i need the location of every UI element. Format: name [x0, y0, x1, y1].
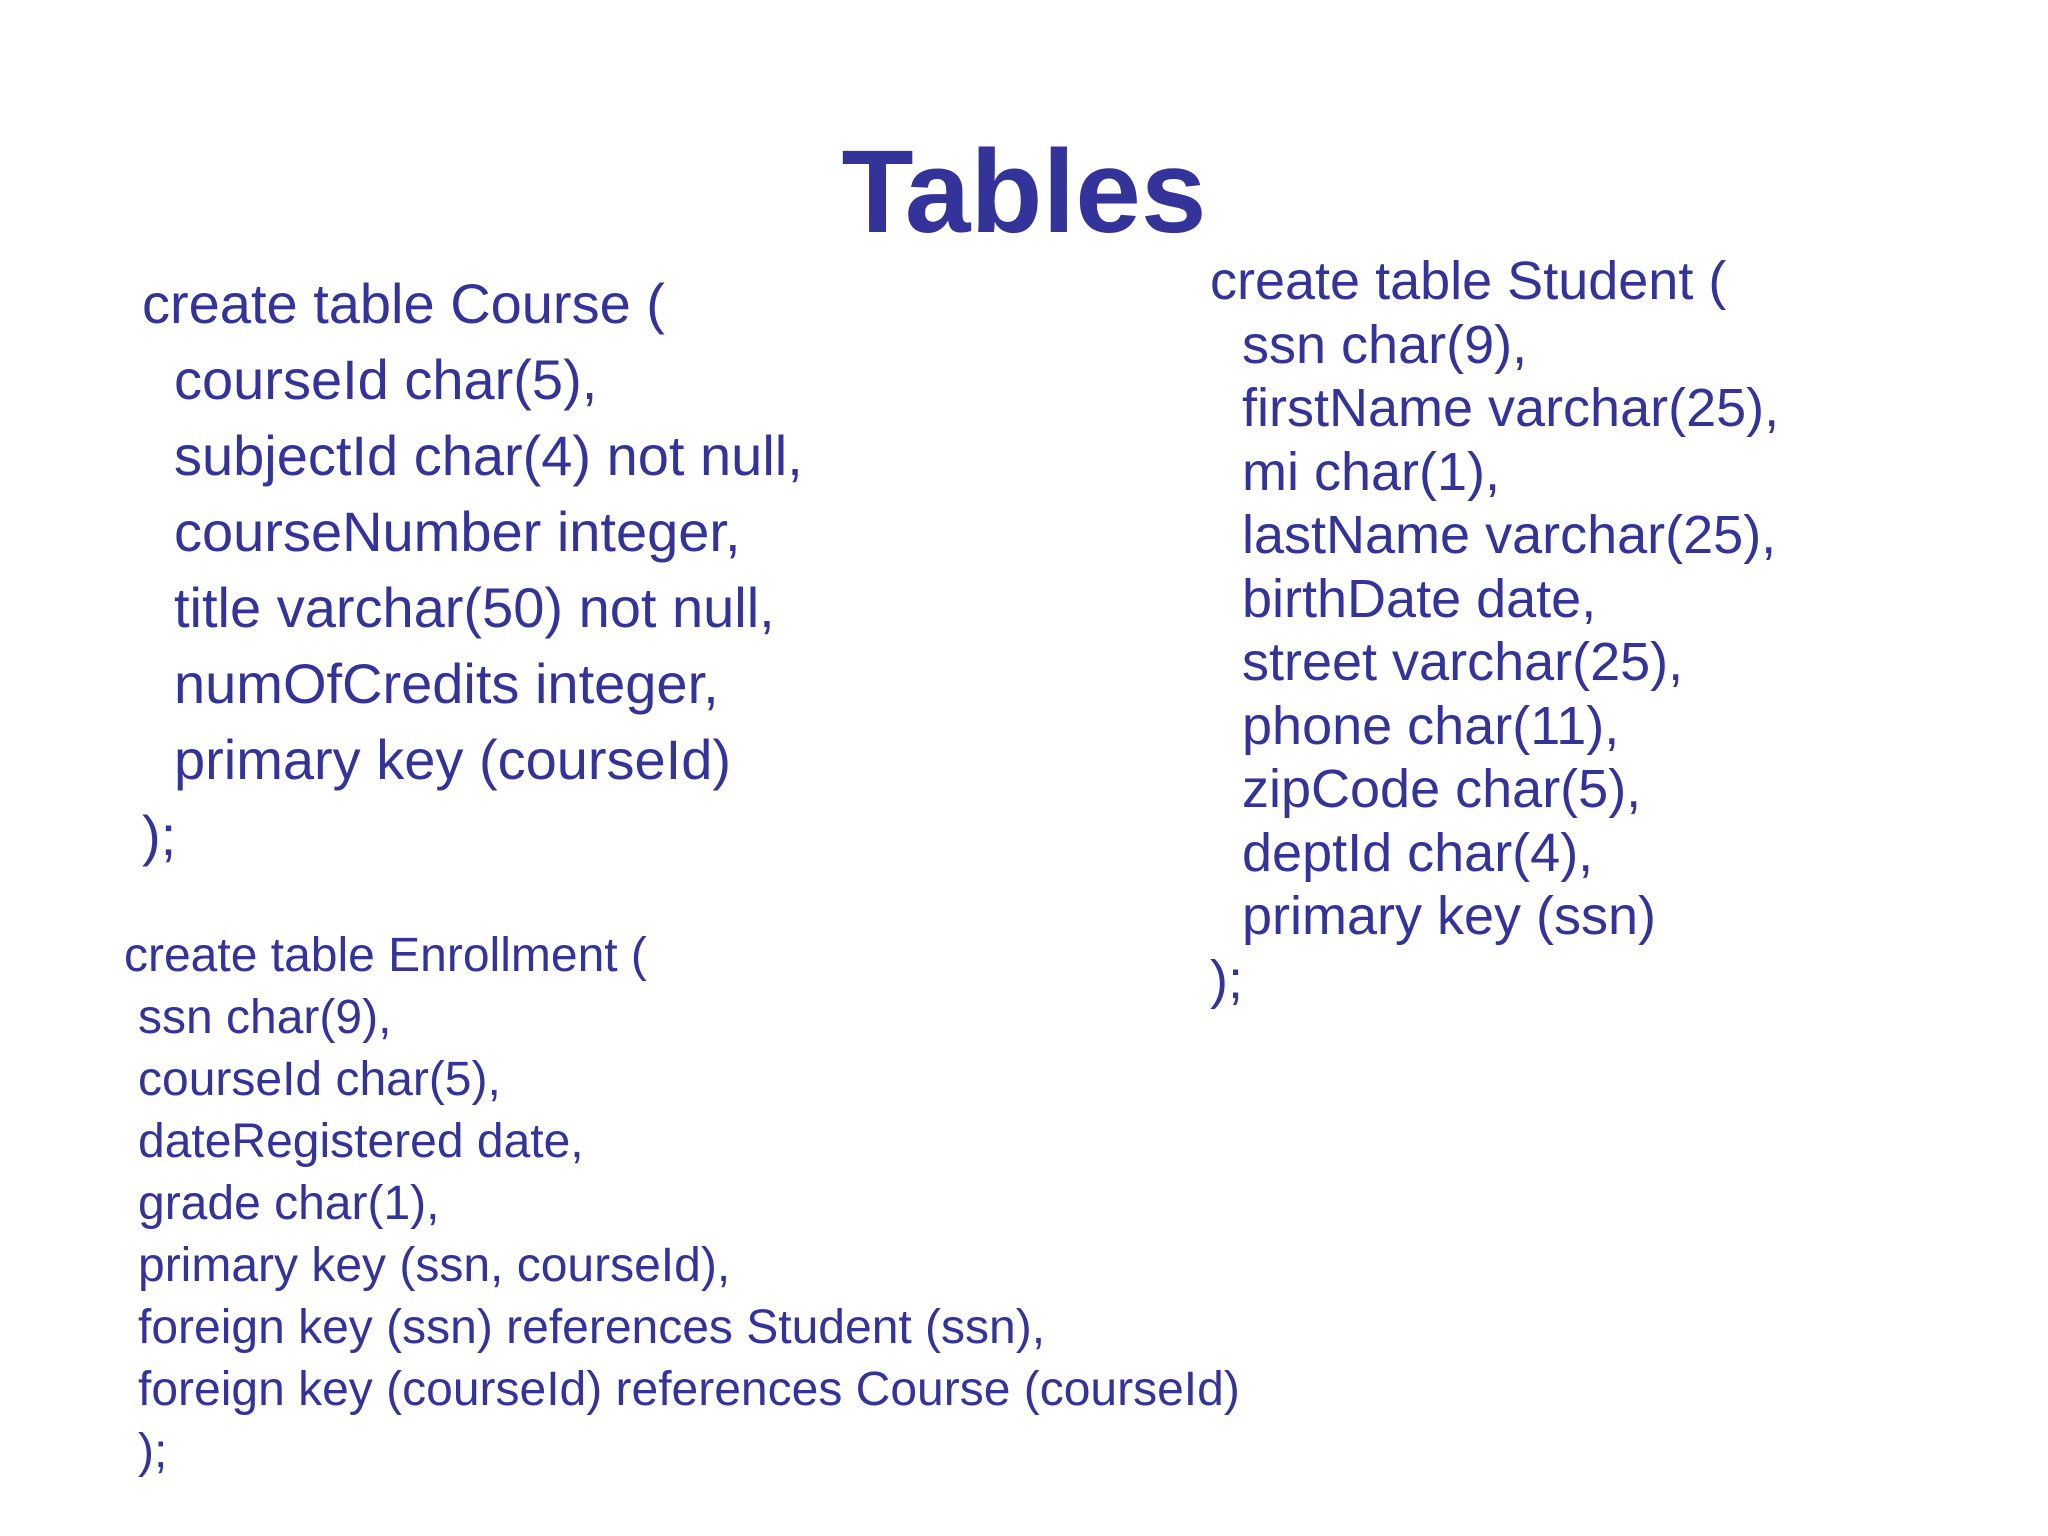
code-line: street varchar(25), [1242, 632, 1684, 692]
code-line: ssn char(9), [138, 991, 392, 1044]
code-line: create table Student ( [1210, 251, 1727, 311]
code-line: firstName varchar(25), [1242, 378, 1780, 438]
code-line: mi char(1), [1242, 441, 1501, 502]
code-line: dateRegistered date, [138, 1115, 584, 1168]
code-line: subjectId char(4) not null, [174, 424, 803, 487]
code-line: foreign key (courseId) references Course (courseId) [138, 1363, 1240, 1416]
code-line: primary key (courseId) [174, 728, 732, 791]
code-line: grade char(1), [138, 1177, 440, 1230]
code-line: title varchar(50) not null, [174, 576, 775, 639]
code-line: ); [138, 1425, 168, 1478]
code-line: ssn char(9), [1242, 314, 1528, 375]
code-line: primary key (ssn) [1242, 886, 1657, 946]
code-line: create table Course ( [142, 272, 665, 335]
code-line: create table Enrollment ( [124, 929, 647, 982]
code-line: ); [142, 804, 177, 867]
code-line: courseId char(5), [138, 1053, 501, 1106]
code-line: foreign key (ssn) references Student (ssn), [138, 1301, 1046, 1354]
enrollment-table-definition [124, 925, 1240, 1483]
code-line: ); [1210, 949, 1243, 1010]
code-line: zipCode char(5), [1242, 759, 1642, 819]
code-line: deptId char(4), [1242, 822, 1594, 883]
code-line: phone char(11), [1242, 695, 1620, 756]
student-table-definition [1210, 250, 1779, 1012]
code-line: courseId char(5), [174, 348, 598, 411]
code-line: birthDate date, [1242, 568, 1597, 629]
code-line: numOfCredits integer, [174, 652, 719, 715]
code-line: courseNumber integer, [174, 500, 741, 563]
slide-title: Tables [841, 126, 1207, 258]
code-line: lastName varchar(25), [1242, 505, 1777, 565]
code-line: primary key (ssn, courseId), [138, 1239, 731, 1292]
course-table-definition [142, 266, 803, 874]
